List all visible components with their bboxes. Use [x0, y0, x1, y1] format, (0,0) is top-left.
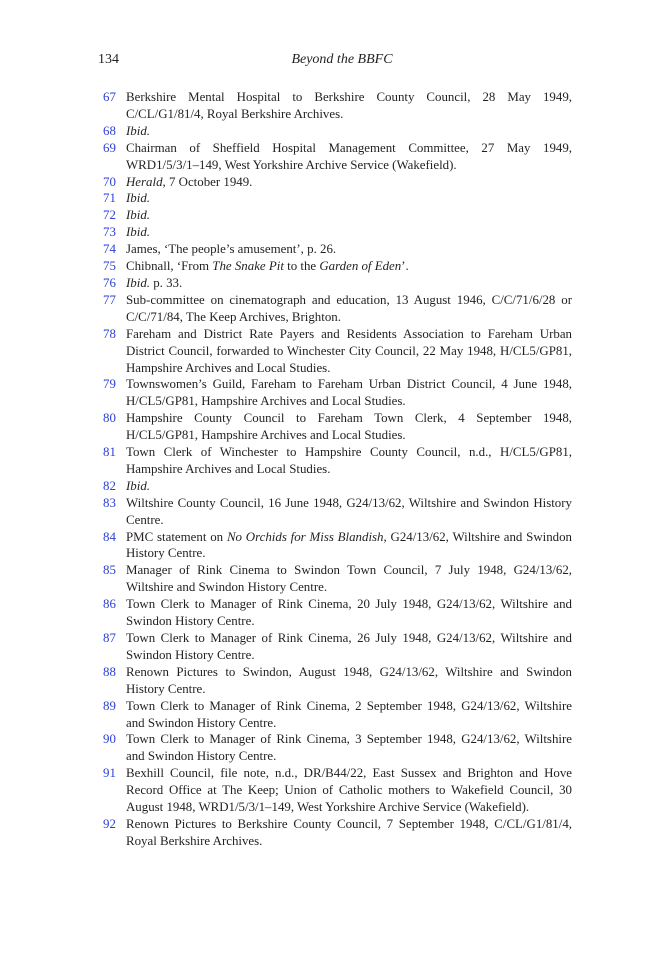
endnote-number-link[interactable]: 82	[103, 478, 116, 493]
text-segment: Chibnall, ‘From	[126, 259, 213, 274]
text-segment: Townswomen’s Guild, Fareham to Fareham Urban District Council, 4 June 1948, H/CL5/GP81, Hampshire Archives and Local Studies.	[126, 377, 572, 409]
text-segment: Town Clerk to Manager of Rink Cinema, 26 July 1948, G24/13/62, Wiltshire and Swindon History Centre.	[126, 631, 572, 662]
endnote-number-link[interactable]: 92	[103, 816, 116, 831]
italic-title: No Orchids for Miss Blandish	[226, 529, 384, 544]
endnote-text	[126, 292, 572, 326]
endnote-text	[126, 123, 572, 140]
endnote	[103, 292, 572, 326]
endnote-text	[126, 495, 572, 529]
endnote-text	[126, 89, 572, 123]
text-segment: ’.	[401, 259, 409, 274]
endnote	[103, 326, 572, 377]
text-segment: Town Clerk to Manager of Rink Cinema, 3 September 1948, G24/13/62, Wiltshire and Swindon History Centre.	[126, 732, 572, 764]
endnote-number-link[interactable]: 73	[103, 225, 116, 240]
endnote-number-link[interactable]: 91	[103, 766, 116, 781]
endnote-number-link[interactable]: 78	[103, 326, 116, 341]
endnote-text	[126, 664, 572, 698]
page-number: 134	[98, 52, 119, 67]
endnote-number-link[interactable]: 75	[103, 259, 116, 274]
endnote-number-link[interactable]: 84	[103, 529, 116, 544]
endnote	[103, 444, 572, 478]
endnote	[103, 596, 572, 630]
endnote-number-link[interactable]: 89	[103, 698, 116, 713]
text-segment: , G24/13/62, Wiltshire and Swindon History Centre.	[126, 529, 572, 561]
endnote-number-link[interactable]: 79	[103, 377, 116, 392]
endnote-text	[126, 410, 572, 444]
endnote	[103, 241, 572, 258]
endnote-number-link[interactable]: 77	[103, 292, 116, 307]
endnote	[103, 190, 572, 207]
endnote	[103, 765, 572, 816]
text-segment: Chairman of Sheffield Hospital Management Committee, 27 May 1949, WRD1/5/3/1–149, West Yorkshire Archive Service (Wakefield).	[126, 140, 572, 172]
text-segment: Renown Pictures to Swindon, August 1948, G24/13/62, Wiltshire and Swindon History Centre.	[126, 664, 572, 696]
endnote-text	[126, 207, 572, 224]
endnote-text	[126, 241, 572, 258]
endnote-text	[126, 596, 572, 630]
italic-title: Ibid.	[126, 275, 150, 290]
endnote-number-link[interactable]: 80	[103, 411, 116, 426]
text-segment: James, ‘The people’s amusement’, p. 26.	[126, 242, 337, 257]
endnote	[103, 816, 572, 850]
endnote	[103, 376, 572, 410]
text-segment: Fareham and District Rate Payers and Residents Association to Fareham Urban District Council, forwarded to Winchester City Council, 22 May 1948, H/CL5/GP81, Hampshire Archives and Local Studies.	[126, 326, 572, 375]
endnote-text	[126, 275, 572, 292]
endnote-text	[126, 174, 572, 191]
text-segment: PMC statement on	[126, 529, 227, 544]
endnotes-list	[103, 89, 572, 850]
endnote	[103, 410, 572, 444]
italic-title: Garden of Eden	[319, 259, 402, 274]
endnote-number-link[interactable]: 88	[103, 664, 116, 679]
endnote	[103, 123, 572, 140]
endnote-text	[126, 224, 572, 241]
endnote-number-link[interactable]: 68	[103, 123, 116, 138]
endnote-text	[126, 630, 572, 664]
text-segment: Sub-committee on cinematograph and education, 13 August 1946, C/C/71/6/28 or C/C/71/84, The Keep Archives, Brighton.	[126, 292, 572, 324]
endnote	[103, 698, 572, 732]
endnote-text	[126, 698, 572, 732]
endnote-text	[126, 190, 572, 207]
endnote	[103, 562, 572, 596]
endnote	[103, 89, 572, 123]
text-segment: Town Clerk of Winchester to Hampshire County Council, n.d., H/CL5/GP81, Hampshire Archives and Local Studies.	[126, 445, 572, 476]
text-segment: Wiltshire County Council, 16 June 1948, G24/13/62, Wiltshire and Swindon History Centre.	[126, 495, 572, 527]
endnote-text	[126, 376, 572, 410]
italic-title: The Snake Pit	[212, 259, 284, 274]
endnote-text	[126, 529, 572, 563]
endnote-number-link[interactable]: 76	[103, 275, 116, 290]
text-segment: Renown Pictures to Berkshire County Council, 7 September 1948, C/CL/G1/81/4, Royal Berkshire Archives.	[126, 816, 572, 848]
endnote-number-link[interactable]: 87	[103, 631, 116, 645]
text-segment: Town Clerk to Manager of Rink Cinema, 20 July 1948, G24/13/62, Wiltshire and Swindon History Centre.	[126, 597, 572, 629]
endnote	[103, 207, 572, 224]
endnote-text	[126, 765, 572, 816]
endnote-number-link[interactable]: 69	[103, 140, 116, 155]
endnote	[103, 224, 572, 241]
endnote-text	[126, 478, 572, 495]
italic-title: Ibid.	[126, 478, 150, 493]
endnote	[103, 731, 572, 765]
text-segment: , 7 October 1949.	[162, 174, 253, 189]
endnote-text	[126, 140, 572, 174]
endnote-text	[126, 444, 572, 478]
endnote	[103, 174, 572, 191]
endnote-text	[126, 816, 572, 850]
endnote-text	[126, 258, 572, 275]
page-header	[98, 52, 572, 70]
endnote	[103, 275, 572, 292]
text-segment: Berkshire Mental Hospital to Berkshire County Council, 28 May 1949, C/CL/G1/81/4, Royal Berkshire Archives.	[126, 90, 572, 121]
endnote-number-link[interactable]: 90	[103, 732, 116, 747]
endnote	[103, 630, 572, 664]
endnote	[103, 478, 572, 495]
endnote-text	[126, 562, 572, 596]
endnote	[103, 258, 572, 275]
endnote	[103, 140, 572, 174]
endnote	[103, 495, 572, 529]
endnote	[103, 664, 572, 698]
italic-title: Herald	[126, 174, 163, 189]
italic-title: Ibid.	[126, 191, 150, 206]
endnote-number-link[interactable]: 71	[103, 191, 116, 206]
text-segment: to the	[283, 259, 320, 274]
text-segment: p. 33.	[150, 275, 183, 290]
endnote-number-link[interactable]: 86	[103, 597, 116, 612]
endnote	[103, 529, 572, 563]
text-segment: Manager of Rink Cinema to Swindon Town Council, 7 July 1948, G24/13/62, Wiltshire and Swindon History Centre.	[126, 563, 572, 595]
italic-title: Ibid.	[126, 123, 150, 138]
endnote-text	[126, 326, 572, 377]
italic-title: Ibid.	[126, 225, 150, 240]
running-title: Beyond the BBFC	[291, 52, 393, 67]
endnote-number-link[interactable]: 72	[103, 208, 116, 223]
text-segment: Town Clerk to Manager of Rink Cinema, 2 September 1948, G24/13/62, Wiltshire and Swindon History Centre.	[126, 698, 572, 730]
endnote-number-link[interactable]: 81	[103, 445, 116, 460]
endnote-number-link[interactable]: 85	[103, 563, 116, 578]
endnote-number-link[interactable]: 83	[103, 495, 116, 510]
endnote-text	[126, 731, 572, 765]
text-segment: Hampshire County Council to Fareham Town Clerk, 4 September 1948, H/CL5/GP81, Hampshire Archives and Local Studies.	[126, 411, 572, 443]
text-segment: Bexhill Council, file note, n.d., DR/B44/22, East Sussex and Brighton and Hove Record Office at The Keep; Union of Catholic mothers to Wakefield Council, 30 August 1948, WRD1/5/3/1–149, West Yorkshire Archive Service (Wakefield).	[126, 766, 572, 815]
endnote-number-link[interactable]: 67	[103, 90, 116, 104]
endnote-number-link[interactable]: 74	[103, 242, 116, 257]
endnote-number-link[interactable]: 70	[103, 174, 116, 189]
italic-title: Ibid.	[126, 208, 150, 223]
